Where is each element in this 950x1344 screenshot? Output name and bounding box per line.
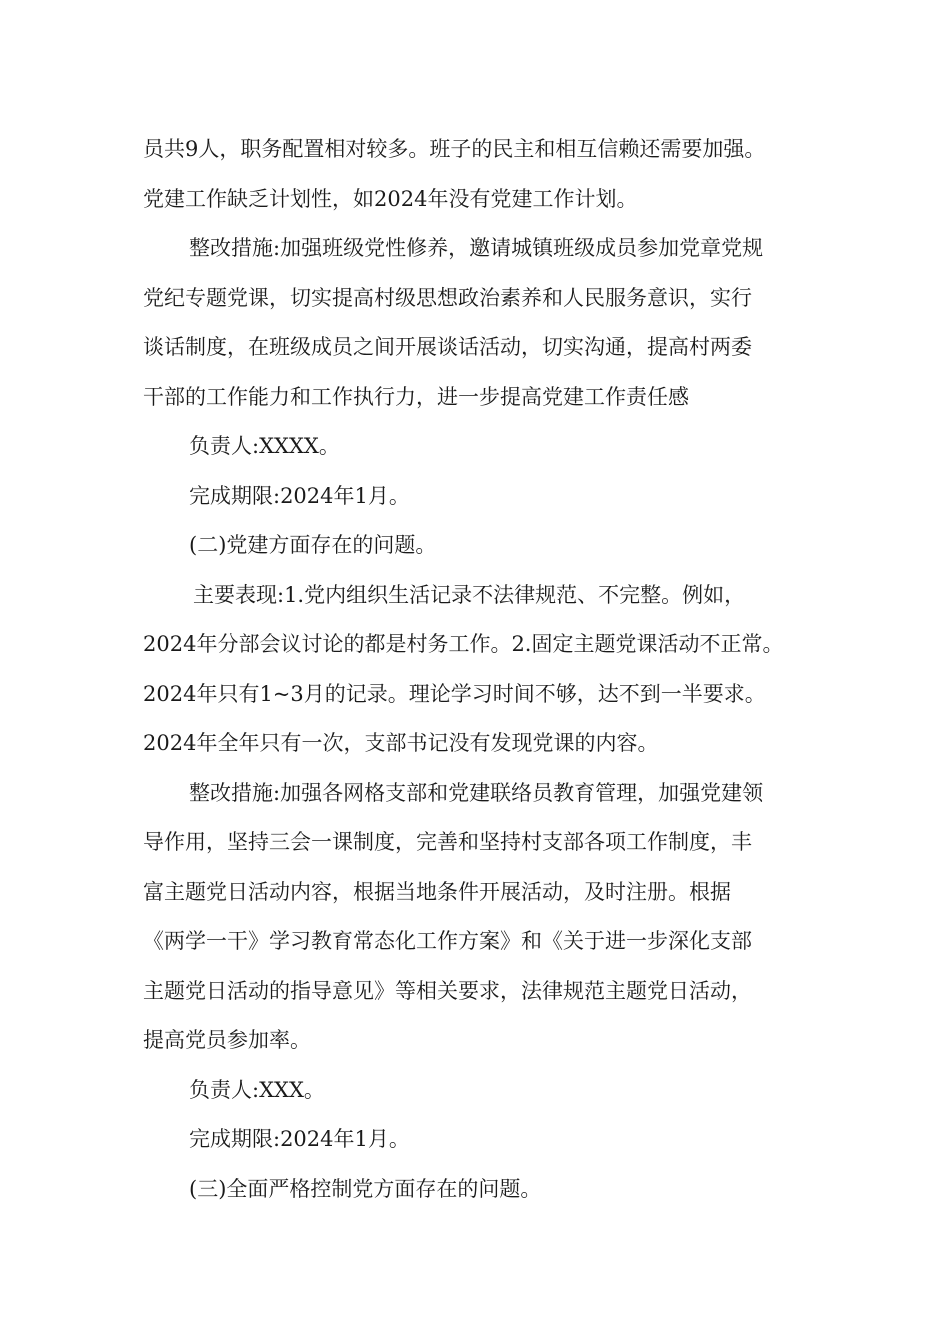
text-line: 2024年只有1~3月的记录。理论学习时间不够，达不到一半要求。 (143, 681, 766, 706)
text-line: 主要表现:1.党内组织生活记录不法律规范、不完整。例如， (193, 582, 746, 607)
text-line: 干部的工作能力和工作执行力，进一步提高党建工作责任感 (143, 384, 689, 409)
text-line: 提高党员参加率。 (143, 1028, 311, 1052)
text-line: 《两学一干》学习教育常态化工作方案》和《关于进一步深化支部 (143, 929, 752, 953)
section-heading: (三)全面严格控制党方面存在的问题。 (189, 1176, 542, 1201)
text-line: 2024年全年只有一次，支部书记没有发现党课的内容。 (143, 731, 659, 755)
text-line: 负责人:XXX。 (189, 1077, 325, 1102)
text-line: 党纪专题党课，切实提高村级思想政治素养和人民服务意识，实行 (143, 285, 752, 310)
text-line: 富主题党日活动内容，根据当地条件开展活动，及时注册。根据 (143, 879, 731, 904)
text-line: 谈话制度，在班级成员之间开展谈话活动，切实沟通，提高村两委 (143, 335, 752, 359)
text-line: 完成期限:2024年1月。 (189, 483, 410, 508)
text-line: 员共9人，职务配置相对较多。班子的民主和相互信赖还需要加强。 (143, 137, 766, 161)
text-line: 负责人:XXXX。 (189, 434, 340, 458)
document-body (143, 125, 843, 1214)
text-line: 完成期限:2024年1月。 (189, 1127, 410, 1151)
text-line: 导作用，坚持三会一课制度，完善和坚持村支部各项工作制度，丰 (143, 830, 752, 854)
text-line: 整改措施:加强班级党性修养，邀请城镇班级成员参加党章党规 (189, 236, 764, 260)
text-line: 整改措施:加强各网格支部和党建联络员教育管理，加强党建领 (189, 780, 764, 805)
text-line: 2024年分部会议讨论的都是村务工作。2.固定主题党课活动不正常。 (143, 632, 784, 656)
text-line: 主题党日活动的指导意见》等相关要求，法律规范主题党日活动， (143, 978, 752, 1003)
text-line: 党建工作缺乏计划性，如2024年没有党建工作计划。 (143, 186, 638, 211)
section-heading: (二)党建方面存在的问题。 (189, 533, 437, 557)
